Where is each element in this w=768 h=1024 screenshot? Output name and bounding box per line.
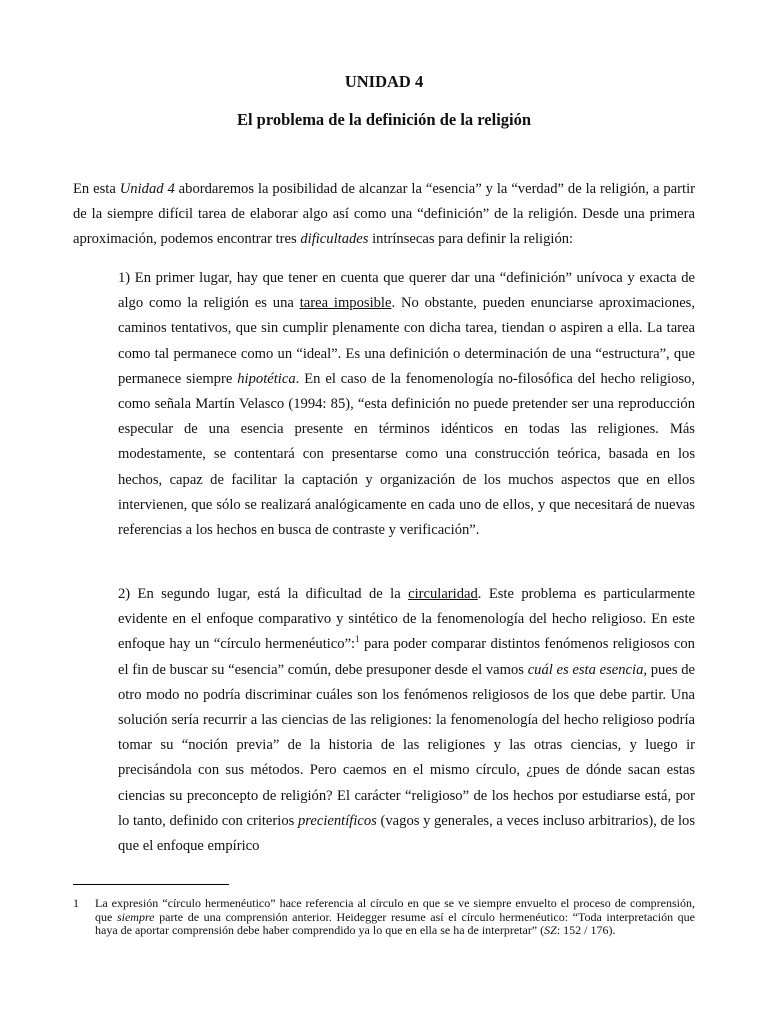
p2-underlined-term: circularidad [408, 586, 478, 602]
unit-heading: UNIDAD 4 [344, 72, 424, 91]
point-2-paragraph [118, 582, 695, 859]
footnote-reference[interactable]: 1 [355, 634, 360, 645]
p2-text-2: . Este problema es particularmente evidente en el enfoque comparativo y sintético de la fenomenología del hecho religioso. En este enfoque hay un “círculo hermenéutico”: [118, 586, 695, 653]
intro-text-2: abordaremos la posibilidad de alcanzar la “esencia” y la “verdad” de la religión, a partir de la siempre difícil tarea de elaborar algo así como una “definición” de la religión. Desde una primera aproximación, podemos encontrar tres [73, 181, 695, 248]
footnote [73, 897, 695, 938]
p1-text-1: 1) En primer lugar, hay que tener en cuenta que querer dar una “definición” unívoca y exacta de algo como la religión es una [118, 270, 695, 312]
page-title: El problema de la definición de la religión [236, 110, 532, 129]
p1-underlined-term: tarea imposible [299, 295, 392, 312]
point-1-paragraph [118, 266, 695, 543]
fn-text-3: : 152 / 176). [556, 923, 616, 938]
p2-emphasis-prescientific: precientíficos [297, 812, 377, 829]
footnote-divider [73, 884, 229, 885]
fn-text-1: La expresión “círculo hermenéutico” hace referencia al círculo en que se ve siempre envuelto el proceso de comprensión, que [95, 896, 695, 924]
p2-emphasis-essence: cuál es esta esencia [527, 661, 644, 678]
intro-text-3: intrínsecas para definir la religión: [368, 231, 574, 248]
intro-paragraph [73, 177, 695, 253]
fn-emphasis-sz: SZ [544, 923, 557, 938]
footnote-number: 1 [73, 896, 79, 910]
footnote-text [95, 897, 695, 938]
p2-text-1: 2) En segundo lugar, está la dificultad de la [118, 586, 409, 602]
p2-text-5: (vagos y generales, a veces incluso arbitrarios), de los que el enfoque empírico [118, 812, 695, 855]
p2-text-4: , pues de otro modo no podría discriminar cuáles son los fenómenos religiosos de los que debe partir. Una solución sería recurrir a las ciencias de las religiones: la fenomenología del hecho religioso podría tomar su “noción previa” de la historia de las religiones y las otras ciencias, y luego ir precisándola con sus métodos. Pero caemos en el mismo círculo, ¿pues de dónde sacan estas ciencias su preconcepto de religión? El carácter “religioso” de los hechos por estudiarse está, por lo tanto, definido con criterios [118, 661, 695, 829]
fn-emphasis-always: siempre [116, 909, 155, 924]
p1-emphasis-hypothetical: hipotética [237, 370, 296, 387]
p1-text-2: . No obstante, pueden enunciarse aproximaciones, caminos tentativos, que sin cumplir plenamente con dicha tarea, tiendan o aspiren a ella. La tarea como tal permanece como un “ideal”. Es una definición o determinación de una “estructura”, que permanece siempre [118, 295, 695, 387]
intro-emphasis-unit: Unidad 4 [119, 181, 175, 197]
p2-text-3: para poder comparar distintos fenómenos religiosos con el fin de buscar su “esencia” común, debe presuponer desde el vamos [118, 636, 695, 678]
p1-text-3: . En el caso de la fenomenología no-filosófica del hecho religioso, como señala Martín Velasco (1994: 85), “esta definición no puede pretender ser una reproducción especular de una esencia presente en términos idénticos en todas las religiones. Más modestamente, se contentará con presentarse como una construcción teórica, basada en los hechos, capaz de facilitar la captación y organización de los muchos aspectos que en ellos intervienen, que sólo se realizará analógicamente en cada uno de ellos, y que necesitará de nuevas referencias a los hechos en busca de contraste y verificación”. [118, 370, 696, 539]
intro-text-1: En esta [73, 181, 120, 197]
intro-emphasis-difficulties: dificultades [300, 231, 369, 248]
fn-text-2: parte de una comprensión anterior. Heidegger resume así el círculo hermenéutico: “Toda interpretación que haya de aportar comprensión debe haber comprendido ya lo que en ella se ha de interpretar” ( [95, 909, 696, 938]
